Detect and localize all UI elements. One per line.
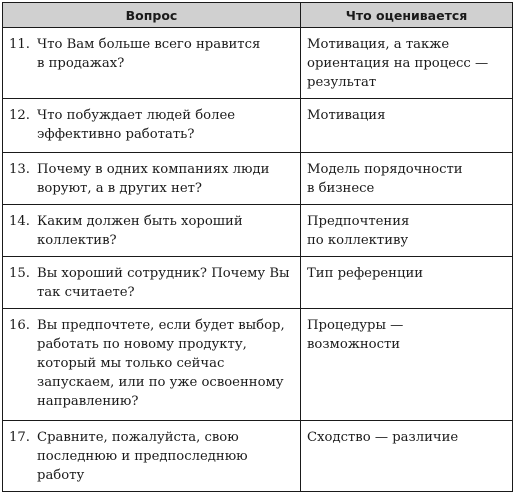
table-row <box>3 421 513 492</box>
question-text: Каким должен быть хороший коллектив? <box>37 214 243 248</box>
assessed-cell <box>301 205 513 257</box>
question-cell <box>3 421 301 492</box>
question-text: Что побуждает людей более эффективно работать? <box>37 108 236 142</box>
header-question: Вопрос <box>3 3 301 28</box>
question-text: Что Вам больше всего нравится в продажах? <box>37 37 261 71</box>
question-number: 14. <box>9 214 30 229</box>
assessed-cell <box>301 99 513 153</box>
question-number: 17. <box>9 430 30 445</box>
table-row <box>3 205 513 257</box>
table-row <box>3 28 513 99</box>
assessed-cell <box>301 257 513 309</box>
question-cell <box>3 153 301 205</box>
question-text: Вы предпочтете, если будет выбор, работать по новому продукту, который мы только сейчас запускаем, или по уже освоенному направлению? <box>37 318 285 409</box>
assessed-text: Процедуры — возможности <box>307 318 404 352</box>
assessed-text: Мотивация, а также ориентация на процесс — результат <box>307 37 489 90</box>
table-row <box>3 257 513 309</box>
question-text: Сравните, пожалуйста, свою последнюю и предпоследнюю работу <box>37 430 248 483</box>
question-cell <box>3 99 301 153</box>
header-row <box>3 3 513 28</box>
table-row <box>3 153 513 205</box>
question-table <box>2 2 513 492</box>
question-cell <box>3 257 301 309</box>
assessed-text: Тип референции <box>307 266 424 281</box>
question-number: 16. <box>9 318 30 333</box>
question-cell <box>3 309 301 421</box>
question-number: 12. <box>9 108 30 123</box>
assessed-text: Сходство — различие <box>307 430 459 445</box>
assessed-text: Мотивация <box>307 108 386 123</box>
question-text: Вы хороший сотрудник? Почему Вы так считаете? <box>37 266 290 300</box>
table-row <box>3 99 513 153</box>
question-cell <box>3 28 301 99</box>
question-number: 11. <box>9 37 30 52</box>
header-assessed: Что оценивается <box>301 3 513 28</box>
assessed-cell <box>301 421 513 492</box>
assessed-cell <box>301 153 513 205</box>
assessed-cell <box>301 309 513 421</box>
assessed-cell <box>301 28 513 99</box>
question-text: Почему в одних компаниях люди воруют, а в других нет? <box>37 162 270 196</box>
question-number: 13. <box>9 162 30 177</box>
table-row <box>3 309 513 421</box>
assessed-text: Предпочтения по коллективу <box>307 214 410 248</box>
assessed-text: Модель порядочности в бизнесе <box>307 162 463 196</box>
question-cell <box>3 205 301 257</box>
question-number: 15. <box>9 266 30 281</box>
